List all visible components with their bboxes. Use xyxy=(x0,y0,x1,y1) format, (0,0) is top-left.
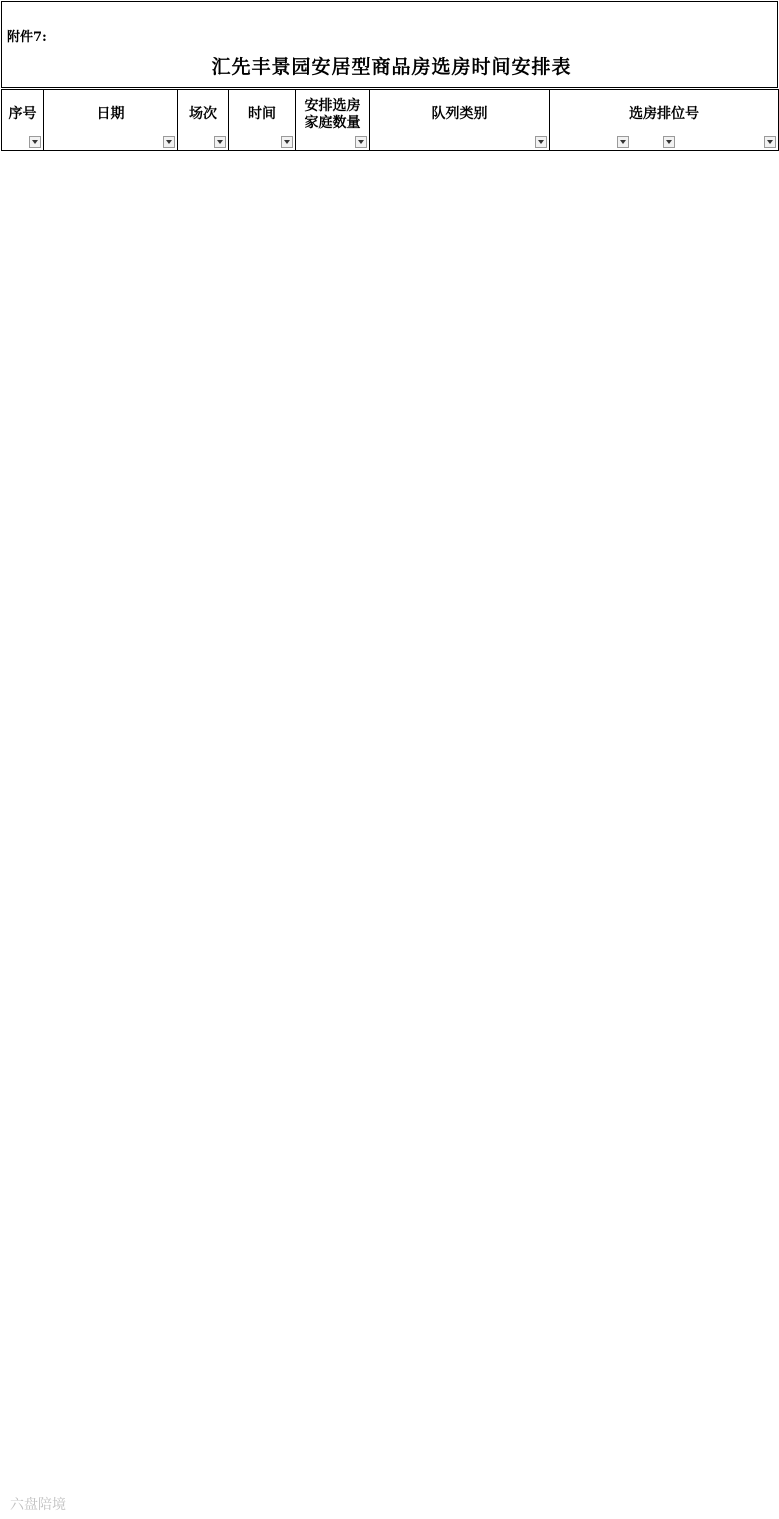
header-session xyxy=(178,90,229,151)
filter-dropdown-icon[interactable] xyxy=(764,136,776,148)
header-date xyxy=(44,90,178,151)
schedule-table xyxy=(1,89,779,151)
filter-dropdown-icon[interactable] xyxy=(663,136,675,148)
header-time xyxy=(229,90,296,151)
header-families-line1: 安排选房 xyxy=(304,98,361,114)
header-range-label: 选房排位号 xyxy=(629,106,700,122)
filter-dropdown-icon[interactable] xyxy=(29,136,41,148)
header-families xyxy=(296,90,370,151)
attachment-label: 附件7: xyxy=(7,30,47,45)
filter-dropdown-icon[interactable] xyxy=(355,136,367,148)
filter-dropdown-icon[interactable] xyxy=(281,136,293,148)
header-range xyxy=(550,90,779,151)
header-queue xyxy=(370,90,550,151)
filter-dropdown-icon[interactable] xyxy=(163,136,175,148)
page-title: 汇先丰景园安居型商品房选房时间安排表 xyxy=(211,56,572,78)
header-time-label: 时间 xyxy=(248,106,276,122)
filter-dropdown-icon[interactable] xyxy=(214,136,226,148)
watermark: 六盘陪境 xyxy=(10,1497,66,1513)
header-row xyxy=(2,90,779,151)
title-block xyxy=(1,1,778,88)
filter-dropdown-icon[interactable] xyxy=(535,136,547,148)
header-families-line2: 家庭数量 xyxy=(304,115,361,131)
header-date-label: 日期 xyxy=(96,106,125,122)
header-session-label: 场次 xyxy=(189,106,217,122)
header-seq-label: 序号 xyxy=(8,106,37,122)
header-seq xyxy=(2,90,44,151)
header-queue-label: 队列类别 xyxy=(431,106,488,122)
filter-dropdown-icon[interactable] xyxy=(617,136,629,148)
